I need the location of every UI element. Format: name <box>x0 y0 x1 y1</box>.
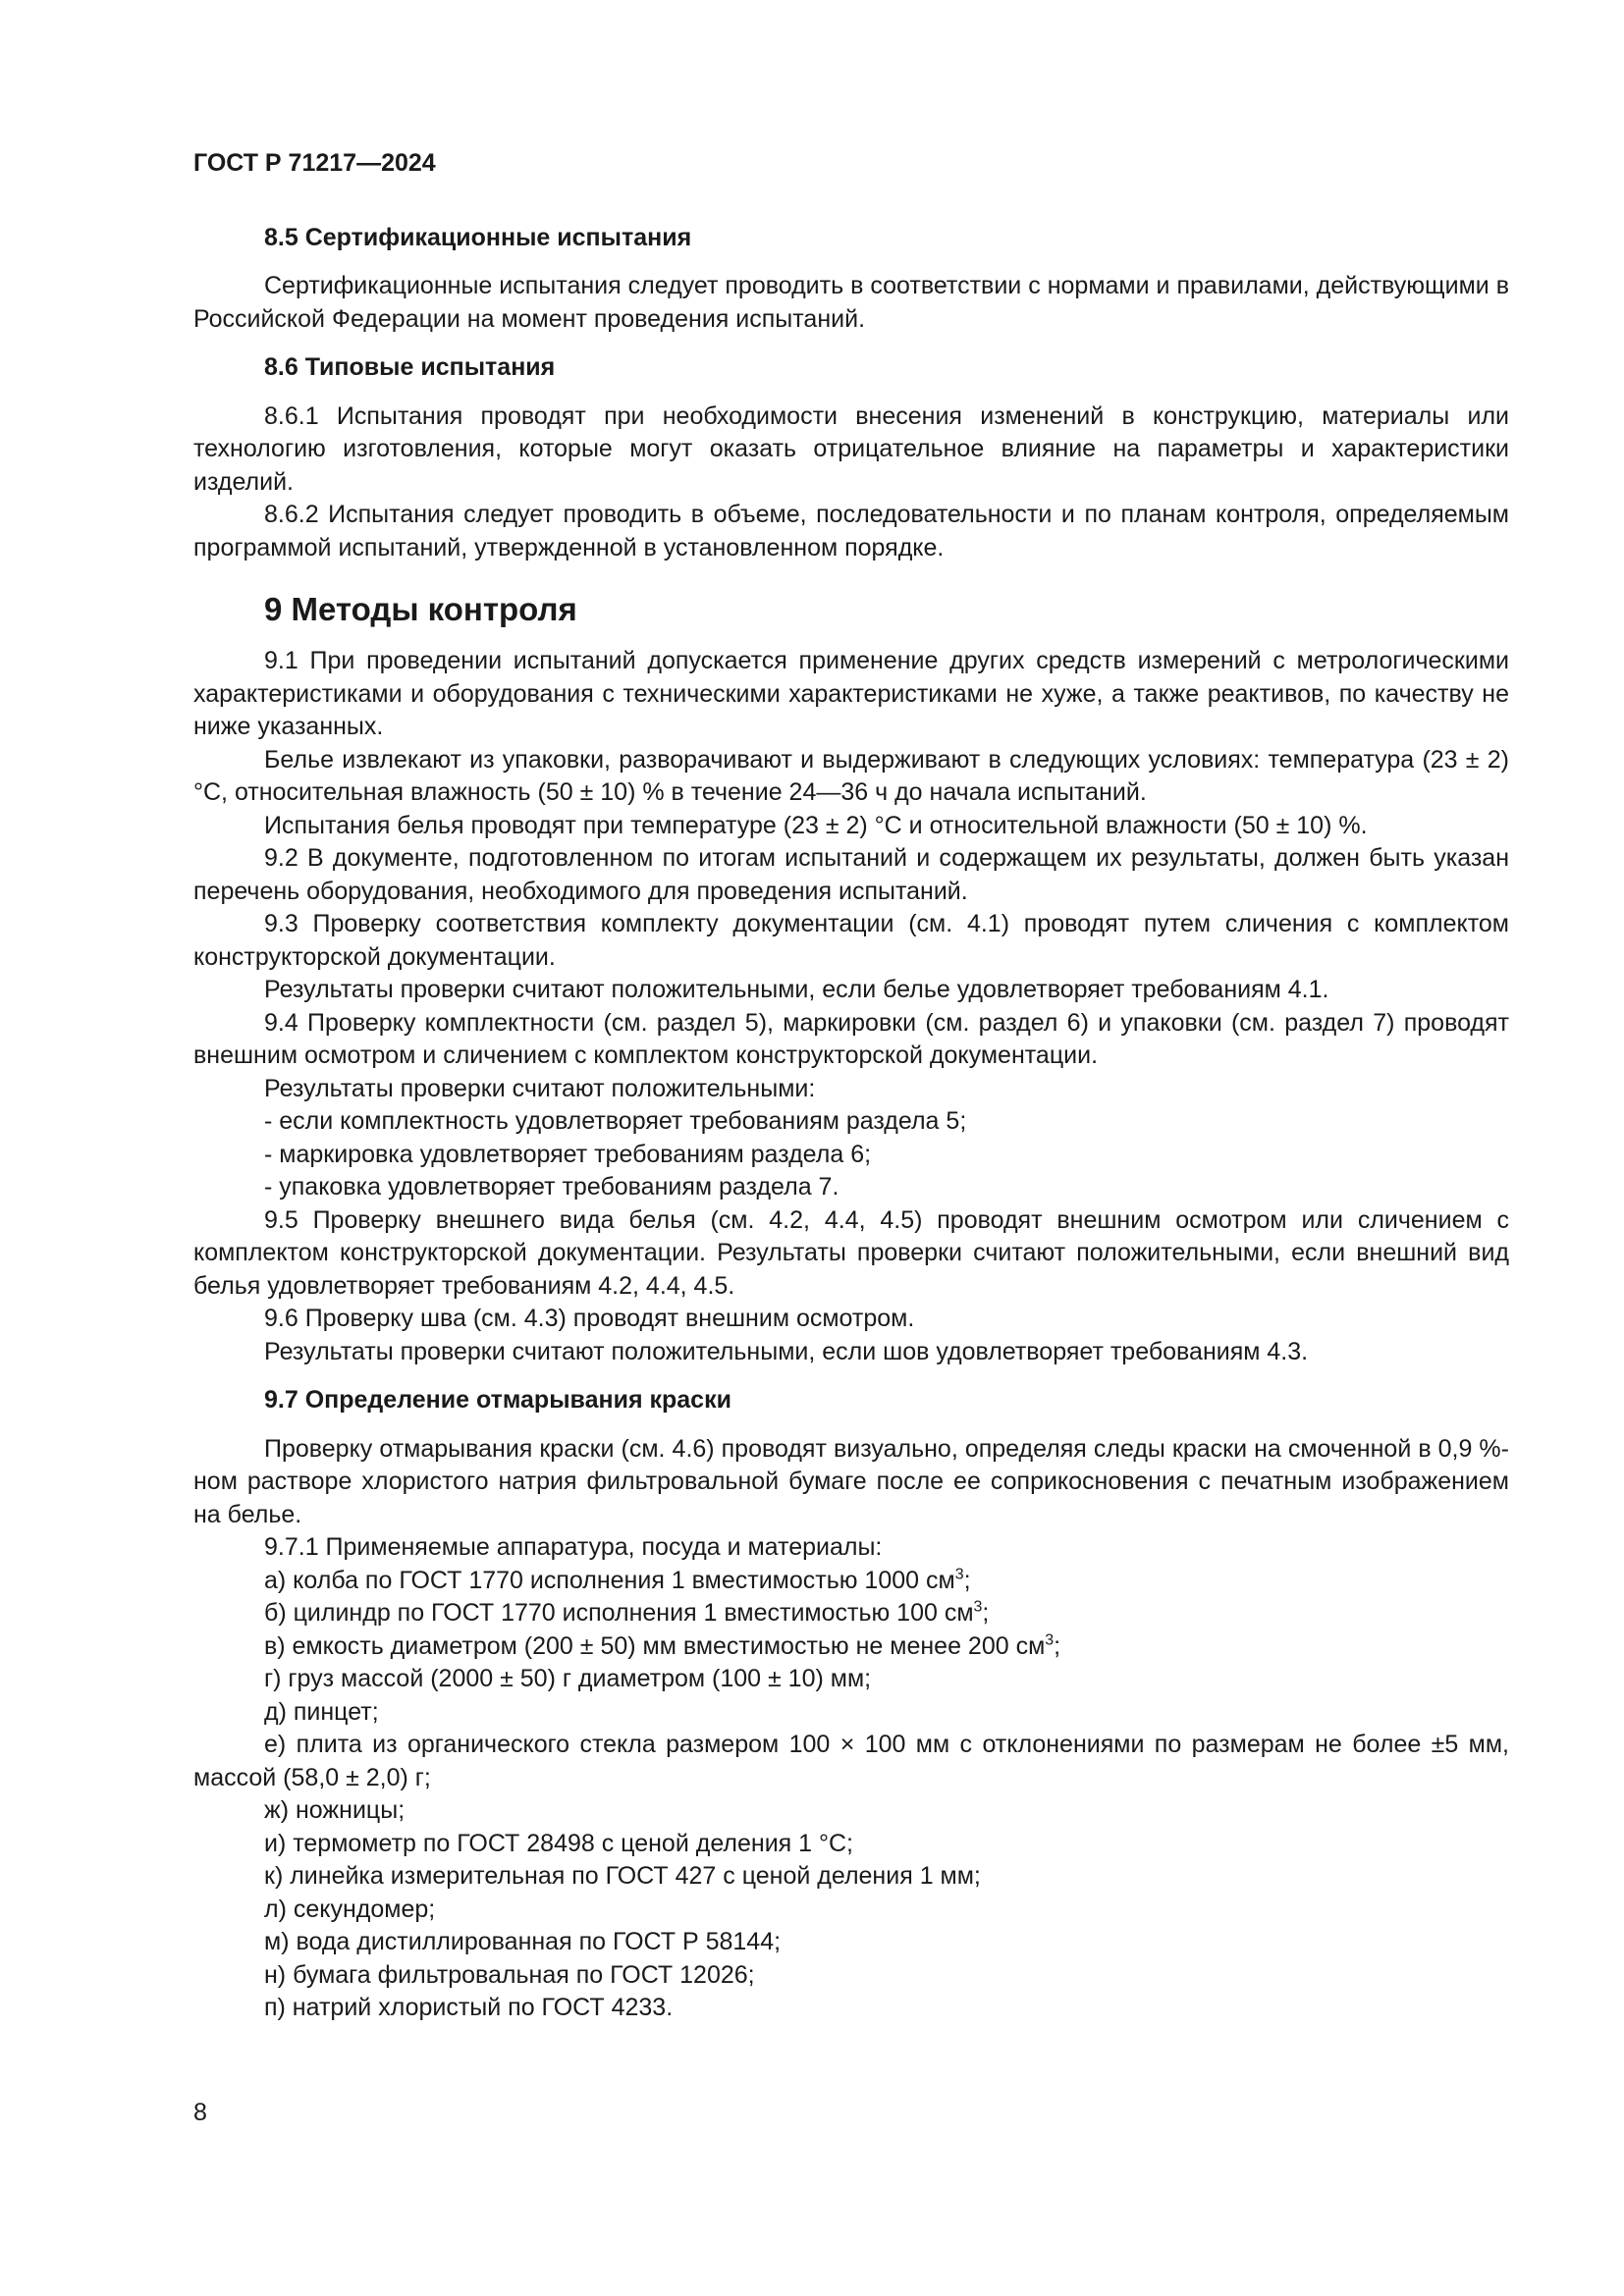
superscript: 3 <box>954 1566 964 1583</box>
section-8-5-paragraph: Сертификационные испытания следует проводить в соответствии с нормами и правилами, действующими в Российской Федерации на момент проведения испытаний. <box>193 272 1509 333</box>
section-9-3-result: Результаты проверки считают положительными, если белье удовлетворяет требованиям 4.1. <box>264 976 1329 1003</box>
section-8-5-heading: 8.5 Сертификационные испытания <box>264 223 692 251</box>
list-item-end: ; <box>982 1599 990 1627</box>
list-item-end: ; <box>1054 1631 1061 1660</box>
list-item: л) секундомер; <box>264 1895 436 1923</box>
list-item: ж) ножницы; <box>264 1796 406 1824</box>
list-item <box>193 1565 1509 1598</box>
section-9-1-paragraph: 9.1 При проведении испытаний допускается применение других средств измерений с метрологическими характеристиками и оборудования с техническими характеристиками не хуже, а также реактивов, по качеству не ниже указанных. <box>193 647 1509 740</box>
test-conditions-paragraph: Испытания белья проводят при температуре (23 ± 2) °С и относительной влажности (50 ± 10) %. <box>264 811 1368 839</box>
list-item: - упаковка удовлетворяет требованиям раздела 7. <box>264 1173 839 1201</box>
list-item: е) плита из органического стекла размером 100 × 100 мм с отклонениями по размерам не более ±5 мм, массой (58,0 ± 2,0) г; <box>193 1731 1509 1791</box>
section-9-7-paragraph: Проверку отмарывания краски (см. 4.6) проводят визуально, определяя следы краски на смоченной в 0,9 %-ном растворе хлористого натрия фильтровальной бумаге после ее соприкосновения с печатным изображением на белье. <box>193 1434 1509 1528</box>
section-9-7-heading: 9.7 Определение отмарывания краски <box>264 1386 731 1414</box>
list-item <box>193 1597 1509 1630</box>
section-9-4-result-intro: Результаты проверки считают положительными: <box>264 1074 816 1102</box>
page-number: 8 <box>193 2099 207 2126</box>
section-9-6-paragraph: 9.6 Проверку шва (см. 4.3) проводят внешним осмотром. <box>264 1305 915 1332</box>
list-item: м) вода дистиллированная по ГОСТ Р 58144; <box>264 1928 782 1955</box>
list-item: - маркировка удовлетворяет требованиям раздела 6; <box>264 1140 872 1168</box>
section-9-heading: 9 Методы контроля <box>264 591 577 627</box>
superscript: 3 <box>1045 1631 1055 1649</box>
list-item-text: в) емкость диаметром (200 ± 50) мм вместимостью не менее 200 см <box>264 1631 1046 1660</box>
list-item: г) груз массой (2000 ± 50) г диаметром (100 ± 10) мм; <box>264 1665 872 1692</box>
list-item-text: б) цилиндр по ГОСТ 1770 исполнения 1 вместимостью 100 см <box>264 1599 974 1627</box>
section-8-6-heading: 8.6 Типовые испытания <box>264 353 556 381</box>
section-8-6-1-paragraph: 8.6.1 Испытания проводят при необходимости внесения изменений в конструкцию, материалы или технологию изготовления, которые могут оказать отрицательное влияние на параметры и характеристики изделий. <box>193 401 1509 496</box>
section-9-3-paragraph: 9.3 Проверку соответствия комплекту документации (см. 4.1) проводят путем сличения с комплектом конструкторской документации. <box>193 910 1509 971</box>
section-9-7-1-intro: 9.7.1 Применяемые аппаратура, посуда и материалы: <box>264 1533 883 1561</box>
list-item <box>193 1630 1509 1664</box>
list-item: - если комплектность удовлетворяет требованиям раздела 5; <box>264 1107 967 1135</box>
section-8-6-2-paragraph: 8.6.2 Испытания следует проводить в объеме, последовательности и по планам контроля, определяемым программой испытаний, утвержденной в установленном порядке. <box>193 501 1509 561</box>
section-9-4-paragraph: 9.4 Проверку комплектности (см. раздел 5), маркировки (см. раздел 6) и упаковки (см. раздел 7) проводят внешним осмотром и сличением с комплектом конструкторской документации. <box>193 1008 1509 1069</box>
list-item: к) линейка измерительная по ГОСТ 427 с ценой деления 1 мм; <box>264 1862 981 1890</box>
section-9-5-paragraph: 9.5 Проверку внешнего вида белья (см. 4.2, 4.4, 4.5) проводят внешним осмотром или сличением с комплектом конструкторской документации. Результаты проверки считают положительными, если внешний вид белья удовлетворяет требованиям 4.2, 4.4, 4.5. <box>193 1205 1509 1300</box>
section-9-2-paragraph: 9.2 В документе, подготовленном по итогам испытаний и содержащем их результаты, должен быть указан перечень оборудования, необходимого для проведения испытаний. <box>193 844 1509 905</box>
list-item-text: а) колба по ГОСТ 1770 исполнения 1 вместимостью 1000 см <box>264 1566 955 1594</box>
section-9-6-result: Результаты проверки считают положительными, если шов удовлетворяет требованиям 4.3. <box>264 1337 1309 1365</box>
document-page <box>193 147 1509 2025</box>
superscript: 3 <box>973 1598 983 1616</box>
list-item: п) натрий хлористый по ГОСТ 4233. <box>264 1994 674 2021</box>
list-item: и) термометр по ГОСТ 28498 с ценой деления 1 °С; <box>264 1829 853 1857</box>
list-item-end: ; <box>963 1566 971 1594</box>
list-item: д) пинцет; <box>264 1697 379 1726</box>
list-item: н) бумага фильтровальная по ГОСТ 12026; <box>264 1960 755 1989</box>
conditioning-paragraph: Белье извлекают из упаковки, разворачивают и выдерживают в следующих условиях: температура (23 ± 2) °С, относительная влажность (50 ± 10) % в течение 24—36 ч до начала испытаний. <box>193 745 1509 806</box>
document-header-title: ГОСТ Р 71217—2024 <box>193 149 436 177</box>
